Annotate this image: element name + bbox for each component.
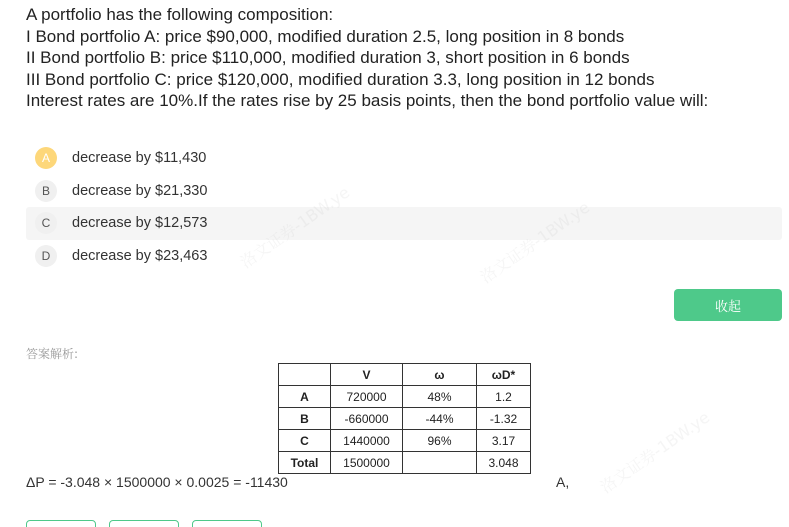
table-cell: B (279, 408, 331, 430)
option-text-a: decrease by $11,430 (72, 150, 207, 167)
table-row (279, 386, 531, 408)
question-line: A portfolio has the following composition: (26, 5, 334, 24)
option-letter-d: D (35, 245, 57, 267)
answer-options (26, 142, 782, 272)
question-text (26, 4, 776, 112)
option-text-d: decrease by $23,463 (72, 247, 208, 264)
table-header (279, 364, 331, 386)
bottom-button[interactable] (192, 520, 262, 527)
watermark: 洛文证券-1BW.ye (476, 197, 594, 288)
table-row (279, 430, 531, 452)
analysis-table (278, 363, 531, 474)
option-letter-a: A (35, 147, 57, 169)
option-letter-b: B (35, 180, 57, 202)
table-cell: 1500000 (331, 452, 403, 474)
option-d[interactable] (26, 240, 782, 273)
table-header: V (331, 364, 403, 386)
question-line: III Bond portfolio C: price $120,000, modified duration 3.3, long position in 12 bonds (26, 69, 655, 89)
option-b[interactable] (26, 175, 782, 208)
option-text-b: decrease by $21,330 (72, 182, 208, 199)
collapse-button[interactable]: 收起 (674, 289, 782, 321)
question-line: Interest rates are 10%.If the rates rise by 25 basis points, then the bond portfolio value will: (26, 91, 709, 110)
bottom-button[interactable] (109, 520, 179, 527)
table-header-row (279, 364, 531, 386)
table-cell (403, 452, 477, 474)
table-cell: 720000 (331, 386, 403, 408)
table-header: ω (403, 364, 477, 386)
table-cell: -1.32 (477, 408, 531, 430)
option-c[interactable] (26, 207, 782, 240)
table-cell: -44% (403, 408, 477, 430)
question-line: I Bond portfolio A: price $90,000, modified duration 2.5, long position in 8 bonds (26, 26, 625, 46)
table-cell: 3.17 (477, 430, 531, 452)
table-cell: A (279, 386, 331, 408)
table-cell: 96% (403, 430, 477, 452)
table-cell: 3.048 (477, 452, 531, 474)
table-header: ωD* (477, 364, 531, 386)
formula-text: ΔP = -3.048 × 1500000 × 0.0025 = -11430 (26, 474, 288, 490)
table-cell: 1.2 (477, 386, 531, 408)
answer-tag: A, (556, 474, 570, 490)
bottom-button[interactable] (26, 520, 96, 527)
table-cell: Total (279, 452, 331, 474)
table-cell: 48% (403, 386, 477, 408)
option-a[interactable] (26, 142, 782, 175)
option-letter-c: C (35, 212, 57, 234)
table-row (279, 408, 531, 430)
table-cell: 1440000 (331, 430, 403, 452)
table-cell: C (279, 430, 331, 452)
table-cell: -660000 (331, 408, 403, 430)
table-row (279, 452, 531, 474)
watermark: 洛文证券-1BW.ye (596, 407, 714, 498)
analysis-label: 答案解析: (26, 347, 79, 361)
option-text-c: decrease by $12,573 (72, 215, 208, 232)
question-line: II Bond portfolio B: price $110,000, modified duration 3, short position in 6 bonds (26, 48, 630, 67)
